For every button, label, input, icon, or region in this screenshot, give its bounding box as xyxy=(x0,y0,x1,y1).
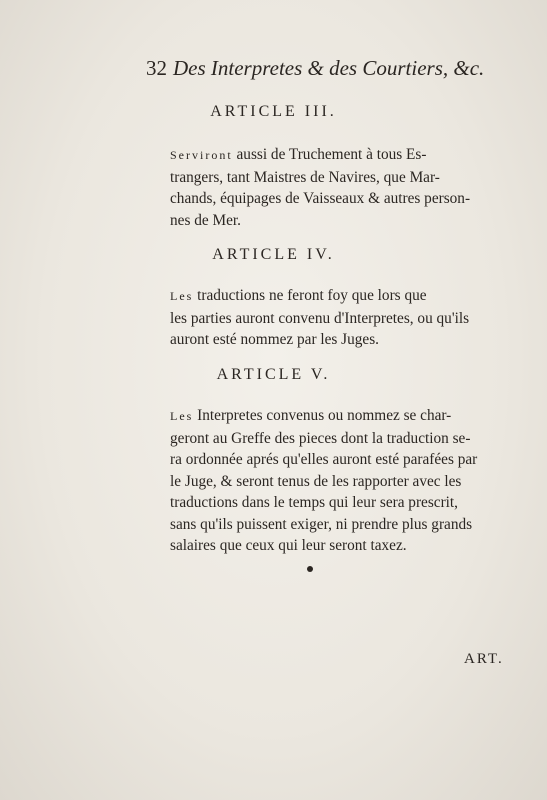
page-number: 32 xyxy=(146,56,167,80)
lead-word: Serviront xyxy=(170,148,233,162)
article-3-heading: ARTICLE III. xyxy=(210,103,337,120)
text-line: Les Interpretes convenus ou nommez se char- xyxy=(170,407,452,424)
text-line: auront esté nommez par les Juges. xyxy=(170,331,379,348)
text-line: salaires que ceux qui leur seront taxez. xyxy=(170,537,407,554)
text-line: geront au Greffe des pieces dont la traduction se- xyxy=(170,429,471,447)
running-head xyxy=(146,56,506,81)
lead-word: Les xyxy=(170,289,194,303)
article-4-text xyxy=(170,285,506,351)
text-line: nes de Mer. xyxy=(170,211,241,229)
text-line: trangers, tant Maistres de Navires, que Mar- xyxy=(170,168,440,186)
text-line: Serviront aussi de Truchement à tous Es- xyxy=(170,146,427,163)
text-line: chands, équipages de Vaisseaux & autres person- xyxy=(170,190,471,207)
article-5-heading: ARTICLE V. xyxy=(216,366,331,383)
running-title: Des Interpretes & des Courtiers, &c. xyxy=(173,56,485,80)
text-line: les parties auront convenu d'Interpretes, ou qu'ils xyxy=(170,309,470,327)
text-line: Les traductions ne feront foy que lors que xyxy=(170,287,427,304)
ornament-dot xyxy=(307,566,313,572)
text-line: sans qu'ils puissent exiger, ni prendre plus grands xyxy=(170,515,473,533)
article-5-text xyxy=(170,405,506,557)
text-line: ra ordonnée aprés qu'elles auront esté parafées par xyxy=(170,451,478,468)
catchword: ART. xyxy=(464,651,504,667)
text-line: traductions dans le temps qui leur sera prescrit, xyxy=(170,494,459,511)
lead-word: Les xyxy=(170,409,194,423)
article-4-heading: ARTICLE IV. xyxy=(212,246,335,263)
text-line: le Juge, & seront tenus de les rapporter avec les xyxy=(170,472,462,490)
article-3-text xyxy=(170,144,506,231)
